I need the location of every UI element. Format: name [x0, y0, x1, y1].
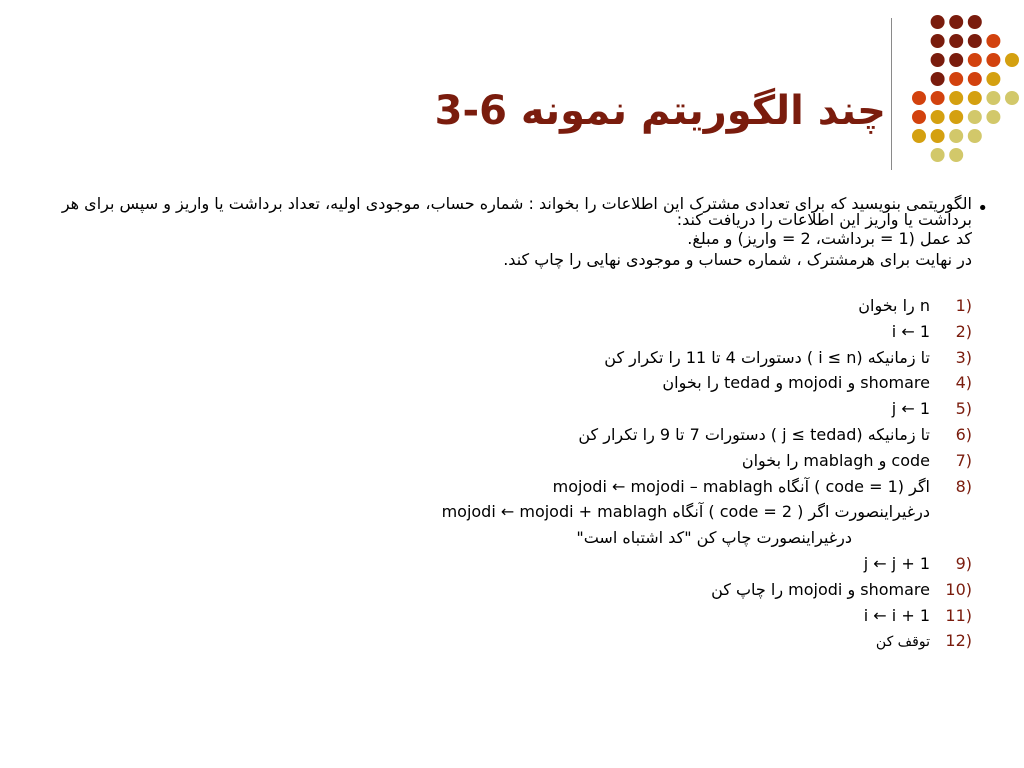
decorative-dot	[912, 110, 926, 124]
decorative-dot	[931, 15, 945, 29]
intro-line-2: کد عمل (1 = برداشت، 2 = واریز) و مبلغ.	[687, 229, 972, 248]
step-7: (7code و mablagh را بخوان	[741, 450, 972, 470]
divider-line	[891, 18, 892, 170]
decorative-dots	[906, 0, 1024, 170]
step-5: (5j ← 1	[891, 399, 972, 419]
slide-body	[60, 194, 988, 655]
step-12: (12توقف کن	[875, 631, 972, 651]
decorative-dot	[986, 91, 1000, 105]
decorative-dot	[949, 148, 963, 162]
step-11: (11i ← i + 1	[863, 605, 972, 625]
step-3: (3تا زمانیکه (i ≤ n ) دستورات 4 تا 11 را تکرار کن	[604, 347, 972, 367]
bullet-icon: •	[977, 198, 988, 219]
decorative-dot	[949, 72, 963, 86]
decorative-dot	[931, 148, 945, 162]
step-8: (8اگر (code = 1 ) آنگاه mojodi ← mojodi – mablagh	[552, 476, 972, 496]
decorative-dot	[1005, 91, 1019, 105]
intro-line-3: در نهایت برای هرمشترک ، شماره حساب و موجودی نهایی را چاپ کند.	[503, 250, 972, 269]
decorative-dot	[949, 15, 963, 29]
decorative-dot	[931, 53, 945, 67]
decorative-dot	[968, 72, 982, 86]
step-4: (4shomare و mojodi و tedad را بخوان	[662, 373, 972, 393]
decorative-dot	[912, 91, 926, 105]
step-8-else: درغیراینصورت چاپ کن "کد اشتباه است"	[576, 528, 852, 548]
decorative-dot	[968, 34, 982, 48]
step-8-else-if: درغیراینصورت اگر ( code = 2 ) آنگاه mojodi ← mojodi + mablagh	[441, 502, 930, 522]
decorative-dot	[968, 15, 982, 29]
page-title: 3-6 چند الگوریتم نمونه	[434, 88, 886, 134]
decorative-dot	[986, 110, 1000, 124]
decorative-dot	[949, 129, 963, 143]
decorative-dot	[931, 91, 945, 105]
step-9: (9j ← j + 1	[863, 553, 972, 573]
decorative-dot	[968, 53, 982, 67]
decorative-dot	[949, 34, 963, 48]
decorative-dot	[968, 91, 982, 105]
decorative-dot	[949, 110, 963, 124]
decorative-dot	[968, 110, 982, 124]
decorative-dot	[986, 53, 1000, 67]
intro-paragraph	[60, 196, 972, 270]
decorative-dot	[949, 91, 963, 105]
decorative-dot	[931, 72, 945, 86]
step-2: (2i ← 1	[891, 321, 972, 341]
step-10: (10shomare و mojodi را چاپ کن	[711, 579, 972, 599]
decorative-dot	[949, 53, 963, 67]
decorative-dot	[1005, 53, 1019, 67]
decorative-dot	[931, 34, 945, 48]
decorative-dot	[986, 72, 1000, 86]
decorative-dot	[968, 129, 982, 143]
decorative-dot	[931, 129, 945, 143]
decorative-dot	[931, 110, 945, 124]
intro-line-1: الگوریتمی بنویسید که برای تعدادی مشترک این اطلاعات را بخواند : شماره حساب، موجودی اولیه، تعداد برداشت یا واریز و سپس برای هر برداشت یا واریز این اطلاعات را دریافت کند:	[61, 194, 972, 229]
decorative-dot	[986, 34, 1000, 48]
algorithm-steps	[60, 294, 972, 655]
decorative-dot	[912, 129, 926, 143]
step-6: (6تا زمانیکه (j ≤ tedad ) دستورات 7 تا 9 را تکرار کن	[578, 424, 972, 444]
step-1: (1n را بخوان	[858, 296, 972, 315]
